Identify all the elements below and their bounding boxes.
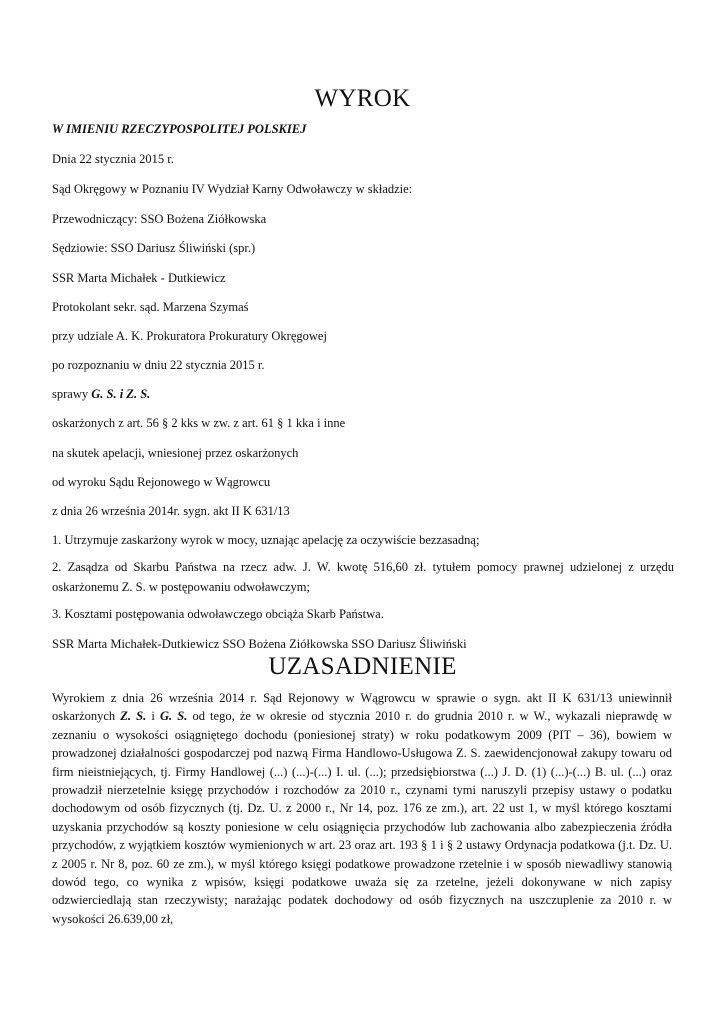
judge-signatures: SSR Marta Michałek-Dutkiewicz SSO Bożena Ziółkowska SSO Dariusz Śliwiński bbox=[52, 637, 467, 651]
judge-assessor: SSR Marta Michałek - Dutkiewicz bbox=[52, 271, 226, 285]
justification-text-part: od tego, że w okresie od stycznia 2010 r. do grudnia 2010 r. w W., wykazali nieprawdę w zeznaniu o wysokości osiągniętego dochodu (poniesionej straty) w roku podatkowym 2009 (PIT – 36), bowiem w prowadzonej działalności gospodarczej pod nazwą Firma Handlowo-Usługowa Z. S. zaewidencjonował zakupy towaru od firm nieistniejących, tj. Firmy Handlowej (...) (...)-(...) I. ul. (...); przedsiębiorstwa (...) J. D. (1) (...)-(...) B. ul. (...) oraz prowadził nierzetelnie księgę przychodów i rozchodów za 2010 r., czynami tymi naruszyli przepisy ustawy o podatku dochodowym od osób fizycznych (tj. Dz. U. z 2000 r., Nr 14, poz. 176 ze zm.), art. 22 ust 1, w myśl którego kosztami uzyskania przychodów są koszty poniesione w celu osiągnięcia przychodów lub zachowania albo zabezpieczenia źródła przychodów, z wyjątkiem kosztów wymienionych w art. 23 oraz art. 193 § 1 i § 2 ustawy Ordynacja podatkowa (j.t. Dz. U. z 2005 r. Nr 8, poz. 60 ze zm.), w myśl którego księgi podatkowe prowadzone rzetelnie i w sposób niewadliwy stanowią dowód tego, co wynika z wpisów, księgi podatkowe uważa się za rzetelne, jeżeli dokonywane w nich zapisy odzwierciedlają stan rzeczywisty; narażając podatek dochodowy od osób fizycznych na uszczuplenie za 2010 r. w wysokości 26.639,00 zł, bbox=[52, 709, 673, 926]
case-parties-names: G. S. i Z. S. bbox=[91, 387, 151, 401]
defendant-name: Z. S. bbox=[120, 709, 147, 724]
case-parties-prefix: sprawy bbox=[52, 387, 92, 401]
ruling-2: 2. Zasądza od Skarbu Państwa na rzecz adw. J. W. kwotę 516,60 zł. tytułem pomocy prawnej udzielonej z urzędu oskarżonemu Z. S. w postępowaniu odwoławczym; bbox=[52, 560, 674, 594]
court-clerk: Protokolant sekr. sąd. Marzena Szymaś bbox=[52, 300, 249, 314]
hearing-date: po rozpoznaniu w dniu 22 stycznia 2015 r. bbox=[52, 358, 265, 372]
lower-court-judgment: z dnia 26 września 2014r. sygn. akt II K 631/13 bbox=[52, 504, 290, 518]
justification-text-part: Wyrokiem z dnia 26 września 2014 r. Sąd Rejonowy w Wągrowcu w sprawie o sygn. akt II K 631/13 uniewinnił oskarżonych bbox=[52, 691, 672, 724]
lower-court: od wyroku Sądu Rejonowego w Wągrowcu bbox=[52, 475, 271, 489]
justification-text-part: i bbox=[146, 709, 160, 724]
judgment-date: Dnia 22 stycznia 2015 r. bbox=[52, 152, 174, 166]
court-name: Sąd Okręgowy w Poznaniu IV Wydział Karny Odwoławczy w składzie: bbox=[52, 182, 413, 196]
ruling-3: 3. Kosztami postępowania odwoławczego obciąża Skarb Państwa. bbox=[52, 607, 384, 621]
justification-title: UZASADNIENIE bbox=[268, 653, 457, 680]
prosecutor: przy udziale A. K. Prokuratora Prokuratury Okręgowej bbox=[52, 329, 327, 343]
charges: oskarżonych z art. 56 § 2 kks w zw. z art. 61 § 1 kka i inne bbox=[52, 416, 346, 430]
presiding-judge: Przewodniczący: SSO Bożena Ziółkowska bbox=[52, 212, 267, 226]
judges: Sędziowie: SSO Dariusz Śliwiński (spr.) bbox=[52, 241, 256, 255]
ruling-1: 1. Utrzymuje zaskarżony wyrok w mocy, uznając apelację za oczywiście bezzasadną; bbox=[52, 533, 480, 547]
appeal-note: na skutek apelacji, wniesionej przez oskarżonych bbox=[52, 446, 299, 460]
defendant-name: G. S. bbox=[159, 709, 188, 724]
case-parties bbox=[52, 386, 674, 402]
document-title: WYROK bbox=[314, 85, 411, 112]
justification-paragraph bbox=[52, 689, 672, 928]
document-subtitle: W IMIENIU RZECZYPOSPOLITEJ POLSKIEJ bbox=[52, 122, 307, 136]
